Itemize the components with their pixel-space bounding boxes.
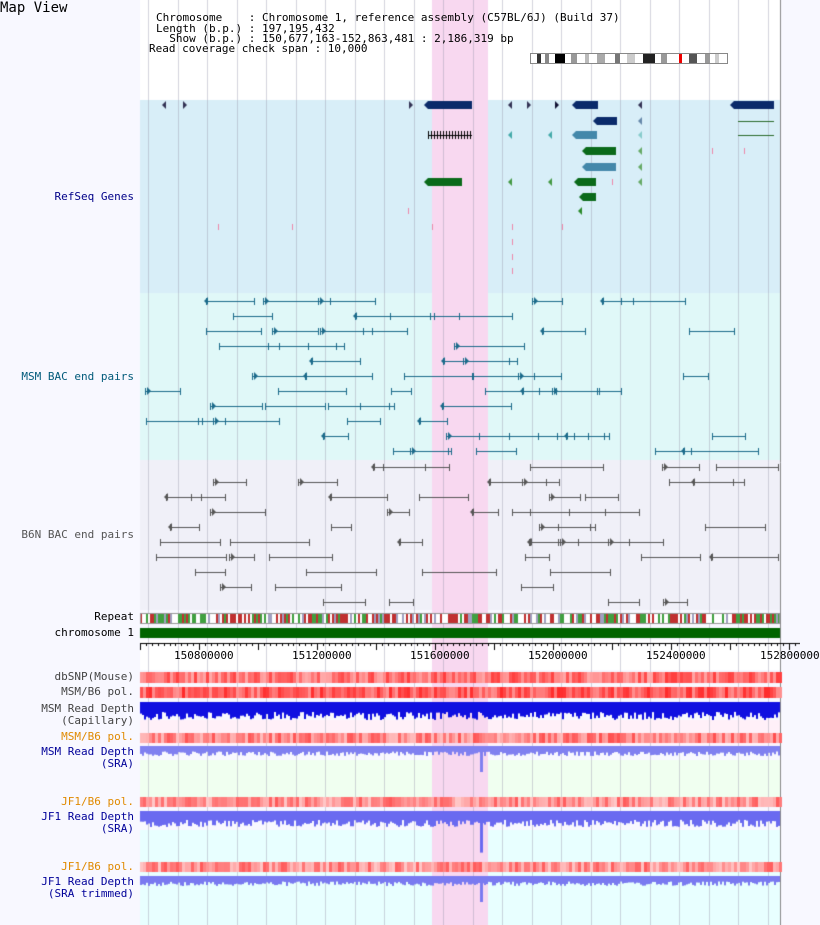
- chromosome-ideogram[interactable]: [530, 53, 728, 64]
- ideogram-band: [689, 54, 697, 63]
- track-label-msm-depth-sra-sub: (SRA): [100, 757, 134, 770]
- info-show-range: Show (b.p.) : 150,677,163-152,863,481 : 2,186,319 bp: [156, 32, 514, 45]
- ideogram-current-position-marker: [679, 54, 682, 63]
- track-label-b6n-bac[interactable]: B6N BAC end pairs: [21, 528, 134, 541]
- ruler-tick-label: 151600000: [410, 649, 470, 662]
- ideogram-band: [585, 54, 589, 63]
- track-label-repeat[interactable]: Repeat: [94, 610, 134, 623]
- ideogram-band: [705, 54, 710, 63]
- ideogram-band: [571, 54, 577, 63]
- track-label-jf1-depth-sra-sub: (SRA): [100, 822, 134, 835]
- track-label-msm-b6-pol-2[interactable]: MSM/B6 pol.: [61, 730, 134, 743]
- ideogram-band: [643, 54, 655, 63]
- ruler-tick-label: 150800000: [174, 649, 234, 662]
- ideogram-band: [627, 54, 635, 63]
- track-label-jf1-b6-pol-1[interactable]: JF1/B6 pol.: [61, 795, 134, 808]
- track-label-jf1-depth-sra[interactable]: JF1 Read Depth: [41, 810, 134, 823]
- track-label-msm-bac[interactable]: MSM BAC end pairs: [21, 370, 134, 383]
- track-label-refseq[interactable]: RefSeq Genes: [54, 190, 134, 203]
- ideogram-band: [661, 54, 667, 63]
- ruler-tick-label: 152800000: [760, 649, 820, 662]
- ideogram-band: [545, 54, 549, 63]
- info-chromosome: Chromosome : Chromosome 1, reference assembly (C57BL/6J) (Build 37): [156, 11, 620, 24]
- track-label-dbsnp[interactable]: dbSNP(Mouse): [54, 670, 134, 683]
- track-label-jf1-depth-trimmed[interactable]: JF1 Read Depth: [41, 875, 134, 888]
- ideogram-band: [615, 54, 620, 63]
- track-label-jf1-b6-pol-2[interactable]: JF1/B6 pol.: [61, 860, 134, 873]
- ruler-tick-label: 152000000: [528, 649, 588, 662]
- ideogram-band: [597, 54, 605, 63]
- track-label-msm-b6-pol-1[interactable]: MSM/B6 pol.: [61, 685, 134, 698]
- info-length: Length (b.p.) : 197,195,432: [156, 22, 335, 35]
- track-label-msm-depth-capillary[interactable]: MSM Read Depth: [41, 702, 134, 715]
- ideogram-band: [537, 54, 541, 63]
- ruler-tick-label: 151200000: [292, 649, 352, 662]
- ruler-tick-label: 152400000: [646, 649, 706, 662]
- track-label-jf1-depth-trimmed-sub: (SRA trimmed): [47, 887, 134, 900]
- info-coverage-span: Read coverage check span : 10,000: [149, 42, 368, 55]
- track-label-chromosome[interactable]: chromosome 1: [54, 626, 134, 639]
- ideogram-band: [555, 54, 565, 63]
- track-label-msm-depth-capillary-sub: (Capillary): [61, 714, 134, 727]
- ideogram-band: [715, 54, 719, 63]
- track-label-msm-depth-sra[interactable]: MSM Read Depth: [41, 745, 134, 758]
